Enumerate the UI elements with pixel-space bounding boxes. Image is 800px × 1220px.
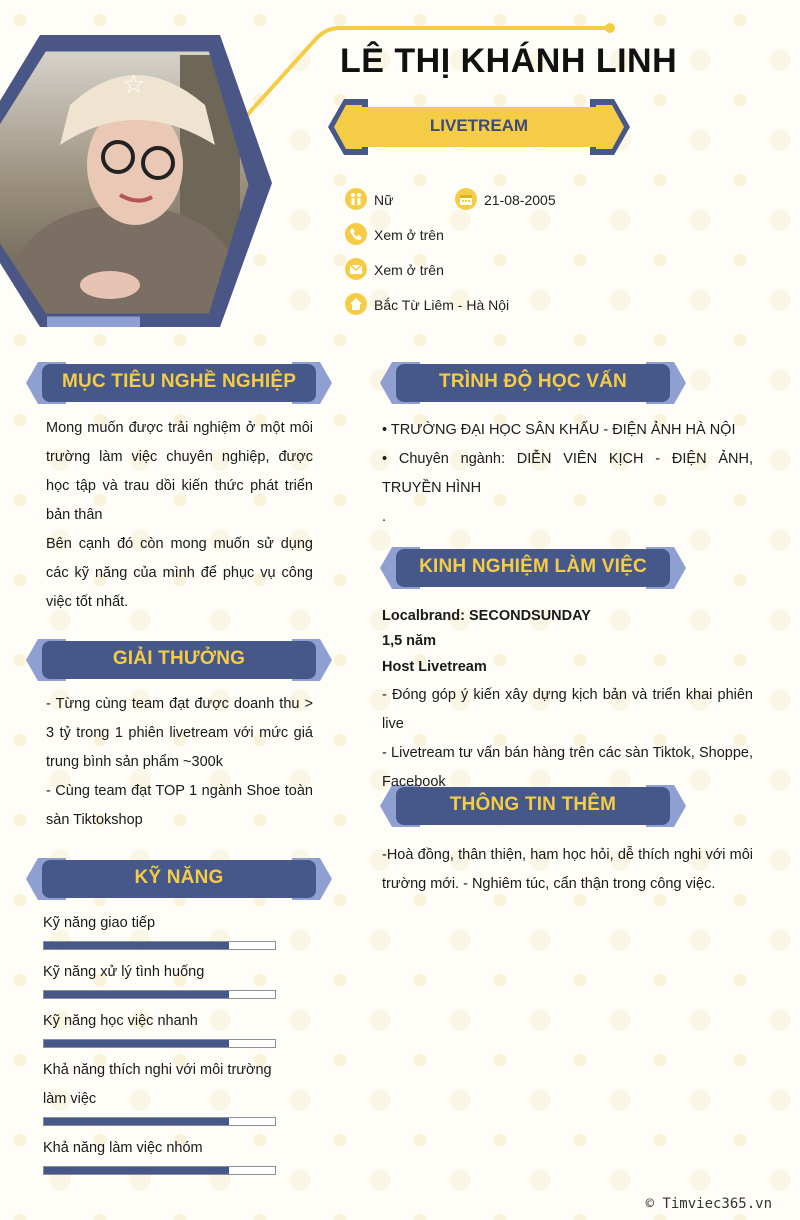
position-label: LIVETREAM xyxy=(429,116,529,135)
candidate-name: LÊ THỊ KHÁNH LINH xyxy=(340,42,678,80)
skill-bar xyxy=(43,1166,276,1175)
calendar-icon xyxy=(455,188,477,210)
birthdate-text: 21-08-2005 xyxy=(484,192,556,208)
experience-line: - Livetream tư vấn bán hàng trên các sàn Tiktok, Shoppe, Facebook xyxy=(382,745,753,790)
gender-icon xyxy=(345,188,367,210)
education-line: . xyxy=(382,509,387,525)
objective-line: Mong muốn được trải nghiệm ở một môi trường làm việc chuyên nghiệp, được học tập và trau dồi kiến thức phát triển bản thân xyxy=(46,420,313,523)
section-title: GIẢI THƯỞNG xyxy=(112,648,246,669)
experience-company: Localbrand: SECONDSUNDAY xyxy=(382,608,591,624)
education-line: • Chuyên ngành: DIỄN VIÊN KỊCH - ĐIỆN ẢNH, TRUYỀN HÌNH xyxy=(382,451,753,496)
skill-bar xyxy=(43,941,276,950)
skill-bar-fill xyxy=(44,1118,229,1125)
award-line: - Từng cùng team đạt được doanh thu > 3 tỷ trong 1 phiên livetream với mức giá trung bình sản phẩm ~300k xyxy=(46,696,313,770)
experience-block xyxy=(382,604,753,797)
skill-name: Kỹ năng học việc nhanh xyxy=(43,1013,198,1029)
skill-name: Kỹ năng giao tiếp xyxy=(43,915,156,931)
skill-bar-fill xyxy=(44,991,229,998)
section-title: THÔNG TIN THÊM xyxy=(449,794,617,815)
home-icon xyxy=(345,293,367,315)
section-title: MỤC TIÊU NGHỀ NGHIỆP xyxy=(61,371,297,392)
profile-photo xyxy=(0,35,272,330)
footer-brand: © Timviec365.vn xyxy=(645,1196,772,1212)
phone-text: Xem ở trên xyxy=(374,227,444,243)
skill-name: Khả năng thích nghi với môi trường làm việc xyxy=(43,1062,272,1107)
experience-duration: 1,5 năm xyxy=(382,633,436,649)
skill-name: Khả năng làm việc nhóm xyxy=(43,1140,203,1156)
phone-icon xyxy=(345,223,367,245)
section-header-objective xyxy=(26,361,332,405)
gender-text: Nữ xyxy=(374,192,394,208)
education-text xyxy=(382,416,753,532)
section-title: KỸ NĂNG xyxy=(134,867,224,888)
objective-text xyxy=(46,414,313,617)
experience-details xyxy=(382,681,753,797)
skill-bar-fill xyxy=(44,942,229,949)
position-banner xyxy=(328,97,630,157)
section-header-education xyxy=(380,361,686,405)
section-header-skills xyxy=(26,857,332,901)
skill-bar xyxy=(43,990,276,999)
skill-bar xyxy=(43,1117,276,1126)
education-line: • TRƯỜNG ĐẠI HỌC SÂN KHẤU - ĐIỆN ẢNH HÀ NỘI xyxy=(382,422,736,438)
experience-line: - Đóng góp ý kiến xây dựng kịch bản và triển khai phiên live xyxy=(382,687,753,732)
experience-role: Host Livetream xyxy=(382,659,487,675)
section-title: KINH NGHIỆM LÀM VIỆC xyxy=(419,556,647,577)
svg-text:☆: ☆ xyxy=(122,70,146,100)
skill-bar-fill xyxy=(44,1167,229,1174)
awards-text xyxy=(46,690,313,835)
award-line: - Cùng team đạt TOP 1 ngành Shoe toàn sàn Tiktokshop xyxy=(46,783,313,828)
extra-info-text: -Hoà đồng, thân thiện, ham học hỏi, dễ thích nghi với môi trường mới. - Nghiêm túc, cẩn thận trong công việc. xyxy=(382,847,753,892)
skill-name: Kỹ năng xử lý tình huống xyxy=(43,964,205,980)
section-header-experience xyxy=(380,546,686,590)
objective-line: Bên cạnh đó còn mong muốn sử dụng các kỹ năng của mình để phục vụ công việc tốt nhất. xyxy=(46,536,313,610)
email-text: Xem ở trên xyxy=(374,262,444,278)
section-title: TRÌNH ĐỘ HỌC VẤN xyxy=(439,371,627,392)
mail-icon xyxy=(345,258,367,280)
skill-bar xyxy=(43,1039,276,1048)
address-text: Bắc Từ Liêm - Hà Nội xyxy=(374,297,510,313)
section-header-awards xyxy=(26,638,332,682)
skill-bar-fill xyxy=(44,1040,229,1047)
